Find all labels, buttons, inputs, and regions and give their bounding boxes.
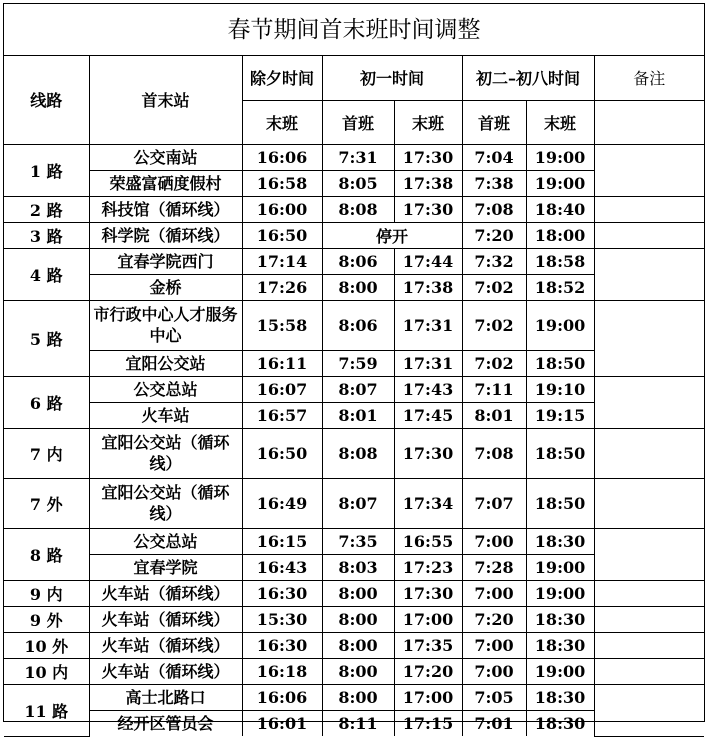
eve-last-cell: 16:00: [242, 196, 322, 222]
d1-first-cell: 8:00: [322, 658, 394, 684]
header-day2-first: 首班: [462, 100, 526, 144]
d2-first-cell: 7:00: [462, 658, 526, 684]
header-eve: 除夕时间: [242, 56, 322, 100]
table-row: [4, 528, 704, 554]
d1-last-cell: 17:31: [394, 300, 462, 350]
stop-cell: 宜阳公交站（循环线）: [89, 478, 242, 528]
note-cell: [594, 222, 704, 248]
note-cell: [594, 684, 704, 736]
table-row: [4, 632, 704, 658]
d1-first-cell: 8:00: [322, 684, 394, 710]
d2-first-cell: 8:01: [462, 402, 526, 428]
route-cell: 7 内: [4, 428, 89, 478]
d1-last-cell: 17:44: [394, 248, 462, 274]
d1-first-cell: 7:59: [322, 350, 394, 376]
stop-cell: 宜阳公交站（循环线）: [89, 428, 242, 478]
d1-last-cell: 17:20: [394, 658, 462, 684]
eve-last-cell: 16:30: [242, 632, 322, 658]
schedule-sheet: [3, 3, 705, 733]
d2-last-cell: 18:30: [526, 684, 594, 710]
d2-last-cell: 19:00: [526, 170, 594, 196]
table-row: [4, 580, 704, 606]
d2-first-cell: 7:04: [462, 144, 526, 170]
eve-last-cell: 15:30: [242, 606, 322, 632]
eve-last-cell: 16:43: [242, 554, 322, 580]
d1-first-cell: 8:07: [322, 478, 394, 528]
d2-last-cell: 18:40: [526, 196, 594, 222]
page-title: 春节期间首末班时间调整: [4, 4, 704, 56]
route-cell: 2 路: [4, 196, 89, 222]
stop-cell: 火车站（循环线）: [89, 606, 242, 632]
d2-first-cell: 7:02: [462, 274, 526, 300]
table-row: [4, 144, 704, 170]
d1-first-cell: 8:00: [322, 580, 394, 606]
table-row: [4, 248, 704, 274]
note-cell: [594, 300, 704, 376]
schedule-table: [4, 56, 704, 737]
d2-first-cell: 7:38: [462, 170, 526, 196]
table-row: [4, 606, 704, 632]
eve-last-cell: 16:15: [242, 528, 322, 554]
d1-last-cell: 17:00: [394, 684, 462, 710]
header-day1: 初一时间: [322, 56, 462, 100]
header-terminal: 首末站: [89, 56, 242, 144]
d1-last-cell: 17:00: [394, 606, 462, 632]
note-cell: [594, 606, 704, 632]
route-cell: 5 路: [4, 300, 89, 376]
note-cell: [594, 528, 704, 580]
d2-first-cell: 7:20: [462, 606, 526, 632]
eve-last-cell: 17:26: [242, 274, 322, 300]
eve-last-cell: 16:18: [242, 658, 322, 684]
route-cell: 7 外: [4, 478, 89, 528]
d1-last-cell: 17:15: [394, 710, 462, 736]
d2-last-cell: 18:30: [526, 606, 594, 632]
d1-first-cell: 8:06: [322, 300, 394, 350]
note-cell: [594, 248, 704, 300]
stop-cell: 火车站: [89, 402, 242, 428]
route-cell: 9 外: [4, 606, 89, 632]
eve-last-cell: 16:06: [242, 144, 322, 170]
d2-first-cell: 7:00: [462, 580, 526, 606]
stop-cell: 宜春学院: [89, 554, 242, 580]
header-route: 线路: [4, 56, 89, 144]
eve-last-cell: 15:58: [242, 300, 322, 350]
d2-first-cell: 7:20: [462, 222, 526, 248]
table-row: [4, 300, 704, 350]
route-cell: 6 路: [4, 376, 89, 428]
route-cell: 10 内: [4, 658, 89, 684]
header-note: 备注: [594, 56, 704, 100]
d2-last-cell: 18:58: [526, 248, 594, 274]
d2-first-cell: 7:05: [462, 684, 526, 710]
d1-first-cell: 8:06: [322, 248, 394, 274]
d1-first-cell: 8:05: [322, 170, 394, 196]
d1-last-cell: 17:30: [394, 144, 462, 170]
d1-first-cell: 7:35: [322, 528, 394, 554]
d1-first-cell: 8:00: [322, 274, 394, 300]
stop-cell: 宜春学院西门: [89, 248, 242, 274]
route-cell: 8 路: [4, 528, 89, 580]
stop-cell: 高士北路口: [89, 684, 242, 710]
note-cell: [594, 376, 704, 428]
header-day1-last: 末班: [394, 100, 462, 144]
d1-first-cell: 8:00: [322, 606, 394, 632]
d2-first-cell: 7:07: [462, 478, 526, 528]
d2-last-cell: 19:00: [526, 554, 594, 580]
d1-last-cell: 17:30: [394, 428, 462, 478]
stop-cell: 市行政中心人才服务中心: [89, 300, 242, 350]
route-cell: 1 路: [4, 144, 89, 196]
route-cell: 11 路: [4, 684, 89, 736]
note-cell: [594, 658, 704, 684]
d1-last-cell: 17:43: [394, 376, 462, 402]
stop-cell: 火车站（循环线）: [89, 580, 242, 606]
stop-cell: 科技馆（循环线）: [89, 196, 242, 222]
d2-first-cell: 7:02: [462, 350, 526, 376]
d1-last-cell: 16:55: [394, 528, 462, 554]
note-cell: [594, 580, 704, 606]
d2-last-cell: 19:00: [526, 658, 594, 684]
d2-first-cell: 7:01: [462, 710, 526, 736]
d1-last-cell: 17:31: [394, 350, 462, 376]
d2-first-cell: 7:08: [462, 196, 526, 222]
d2-last-cell: 18:52: [526, 274, 594, 300]
d2-last-cell: 19:10: [526, 376, 594, 402]
table-row: [4, 428, 704, 478]
route-cell: 10 外: [4, 632, 89, 658]
route-cell: 9 内: [4, 580, 89, 606]
d2-last-cell: 18:50: [526, 350, 594, 376]
d2-first-cell: 7:00: [462, 528, 526, 554]
stop-cell: 火车站（循环线）: [89, 632, 242, 658]
d2-last-cell: 19:00: [526, 144, 594, 170]
d1-last-cell: 17:30: [394, 580, 462, 606]
d1-last-cell: 17:30: [394, 196, 462, 222]
eve-last-cell: 16:06: [242, 684, 322, 710]
eve-last-cell: 16:57: [242, 402, 322, 428]
note-cell: [594, 478, 704, 528]
stop-cell: 科学院（循环线）: [89, 222, 242, 248]
header-note-blank: [594, 100, 704, 144]
route-cell: 4 路: [4, 248, 89, 300]
d1-last-cell: 17:38: [394, 170, 462, 196]
table-row: [4, 196, 704, 222]
d1-last-cell: 17:45: [394, 402, 462, 428]
eve-last-cell: 16:50: [242, 222, 322, 248]
stop-cell: 公交南站: [89, 144, 242, 170]
d2-last-cell: 18:00: [526, 222, 594, 248]
header-day1-first: 首班: [322, 100, 394, 144]
d1-last-cell: 17:23: [394, 554, 462, 580]
note-cell: [594, 144, 704, 196]
stop-cell: 荣盛富硒度假村: [89, 170, 242, 196]
stop-cell: 公交总站: [89, 528, 242, 554]
d2-first-cell: 7:08: [462, 428, 526, 478]
stop-cell: 宜阳公交站: [89, 350, 242, 376]
d2-last-cell: 18:30: [526, 632, 594, 658]
header-row-1: [4, 56, 704, 100]
d2-first-cell: 7:00: [462, 632, 526, 658]
d1-last-cell: 17:35: [394, 632, 462, 658]
eve-last-cell: 16:11: [242, 350, 322, 376]
stop-cell: 经开区管员会: [89, 710, 242, 736]
d2-first-cell: 7:11: [462, 376, 526, 402]
d1-first-cell: 8:01: [322, 402, 394, 428]
d2-last-cell: 19:00: [526, 580, 594, 606]
stop-cell: 金桥: [89, 274, 242, 300]
d1-first-cell: 8:07: [322, 376, 394, 402]
eve-last-cell: 16:49: [242, 478, 322, 528]
d2-first-cell: 7:32: [462, 248, 526, 274]
eve-last-cell: 16:30: [242, 580, 322, 606]
d1-first-cell: 8:08: [322, 428, 394, 478]
stop-cell: 火车站（循环线）: [89, 658, 242, 684]
stop-cell: 公交总站: [89, 376, 242, 402]
eve-last-cell: 16:50: [242, 428, 322, 478]
d2-last-cell: 18:50: [526, 428, 594, 478]
d2-last-cell: 19:15: [526, 402, 594, 428]
d1-last-cell: 17:38: [394, 274, 462, 300]
d1-first-cell: 8:08: [322, 196, 394, 222]
header-day2-last: 末班: [526, 100, 594, 144]
table-row: [4, 478, 704, 528]
table-row: [4, 222, 704, 248]
table-row: [4, 658, 704, 684]
table-row: [4, 684, 704, 710]
d2-last-cell: 19:00: [526, 300, 594, 350]
header-eve-last: 末班: [242, 100, 322, 144]
d2-first-cell: 7:02: [462, 300, 526, 350]
d1-first-cell: 7:31: [322, 144, 394, 170]
d2-first-cell: 7:28: [462, 554, 526, 580]
d1-suspended-cell: 停开: [322, 222, 462, 248]
route-cell: 3 路: [4, 222, 89, 248]
d2-last-cell: 18:30: [526, 528, 594, 554]
d1-first-cell: 8:00: [322, 632, 394, 658]
eve-last-cell: 16:58: [242, 170, 322, 196]
eve-last-cell: 17:14: [242, 248, 322, 274]
d1-first-cell: 8:11: [322, 710, 394, 736]
d1-last-cell: 17:34: [394, 478, 462, 528]
eve-last-cell: 16:01: [242, 710, 322, 736]
note-cell: [594, 196, 704, 222]
d1-first-cell: 8:03: [322, 554, 394, 580]
d2-last-cell: 18:50: [526, 478, 594, 528]
header-day2to8: 初二–初八时间: [462, 56, 594, 100]
note-cell: [594, 632, 704, 658]
eve-last-cell: 16:07: [242, 376, 322, 402]
table-row: [4, 376, 704, 402]
note-cell: [594, 428, 704, 478]
d2-last-cell: 18:30: [526, 710, 594, 736]
